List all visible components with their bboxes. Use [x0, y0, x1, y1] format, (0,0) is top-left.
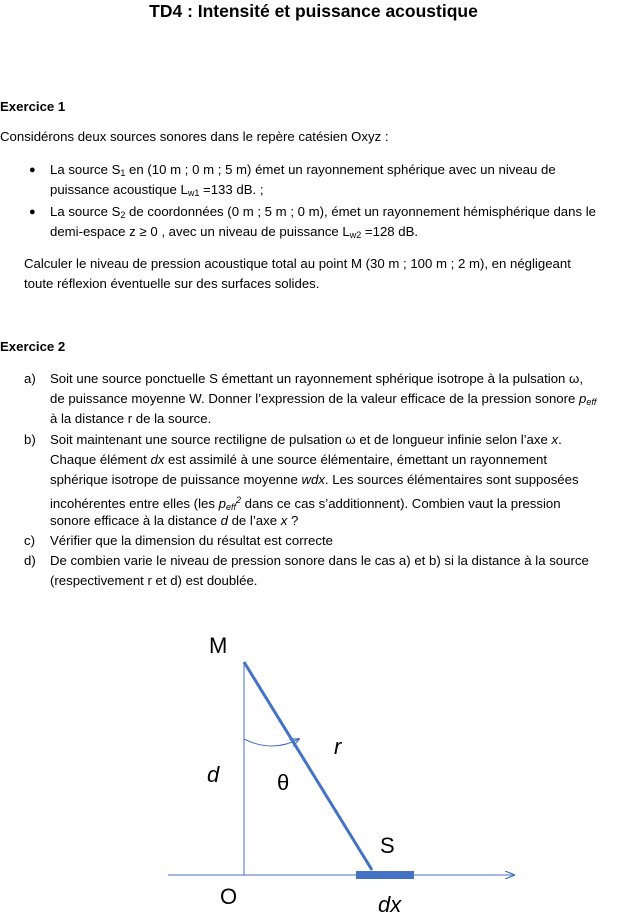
item-b-line-2: Chaque élément dx est assimilé à une source élémentaire, émettant un rayonnement — [50, 452, 548, 467]
ex1-bullet-1-line-2: puissance acoustique $L_{w1} =133$ dB. ; — [50, 182, 264, 198]
item-a-line-3: à la distance r de la source. — [50, 411, 212, 426]
ex1-question-line-1: Calculer le niveau de pression acoustique total au point M (30 m ; 100 m ; 2 m), en négligeant — [24, 256, 571, 271]
item-d-line-2: (respectivement r et d) est doublée. — [50, 573, 258, 588]
exercise-2-heading: Exercice 2 — [0, 339, 66, 354]
exercise-1-heading: Exercice 1 — [0, 99, 66, 114]
bullet-icon: ● — [29, 206, 36, 218]
item-b-line-4: incohérentes entre elles (les $p_{eff}^2$ dans ce cas s’additionnent). Combien vaut la pression — [50, 495, 561, 512]
item-b-line-3: sphérique isotrope de puissance moyenne wdx. Les sources élémentaires sont supposées — [50, 472, 579, 487]
label-dx: dx — [378, 892, 402, 917]
item-b-marker: b) — [24, 432, 36, 447]
item-c-line-1: Vérifier que la dimension du résultat est correcte — [50, 533, 333, 548]
item-b-line-5: sonore efficace à la distance d de l’axe x ? — [50, 513, 299, 528]
bullet-icon: ● — [29, 164, 36, 176]
ex1-question-line-2: toute réflexion éventuelle sur des surfaces solides. — [24, 276, 320, 291]
item-c-marker: c) — [24, 533, 35, 548]
item-a-marker: a) — [24, 371, 36, 386]
item-a-line-2: de puissance moyenne W. Donner l’expression de la valeur efficace de la pression sonore $p_{eff}$ — [50, 391, 597, 407]
label-m: M — [209, 633, 228, 658]
label-theta: θ — [277, 770, 290, 795]
geometry-figure — [0, 600, 627, 913]
dx-element-bar — [356, 871, 414, 879]
radius-r-line — [244, 662, 372, 870]
label-o: O — [220, 884, 238, 909]
item-d-marker: d) — [24, 553, 36, 568]
ex1-bullet-2-line-2: demi-espace z ≥ 0 , avec un niveau de puissance $L_{w2} =128$ dB. — [50, 224, 419, 240]
label-r: r — [334, 734, 342, 759]
exercise-1-intro: Considérons deux sources sonores dans le repère catésien Oxyz : — [0, 129, 389, 144]
label-s: S — [380, 833, 395, 858]
item-d-line-1: De combien varie le niveau de pression sonore dans le cas a) et b) si la distance à la source — [50, 553, 589, 568]
item-a-line-1: Soit une source ponctuelle S émettant un rayonnement sphérique isotrope à la pulsation ω, — [50, 371, 583, 386]
ex1-bullet-2-line-1: La source $S_2$ de coordonnées (0 m ; 5 m ; 0 m), émet un rayonnement hémisphérique dans le — [50, 204, 596, 220]
item-b-line-1: Soit maintenant une source rectiligne de pulsation ω et de longueur infinie selon l’axe x. — [50, 432, 562, 447]
ex1-bullet-1-line-1: La source $S_1$ en (10 m ; 0 m ; 5 m) émet un rayonnement sphérique avec un niveau de — [50, 162, 556, 178]
page-title: TD4 : Intensité et puissance acoustique — [149, 1, 478, 21]
label-d: d — [207, 762, 220, 787]
